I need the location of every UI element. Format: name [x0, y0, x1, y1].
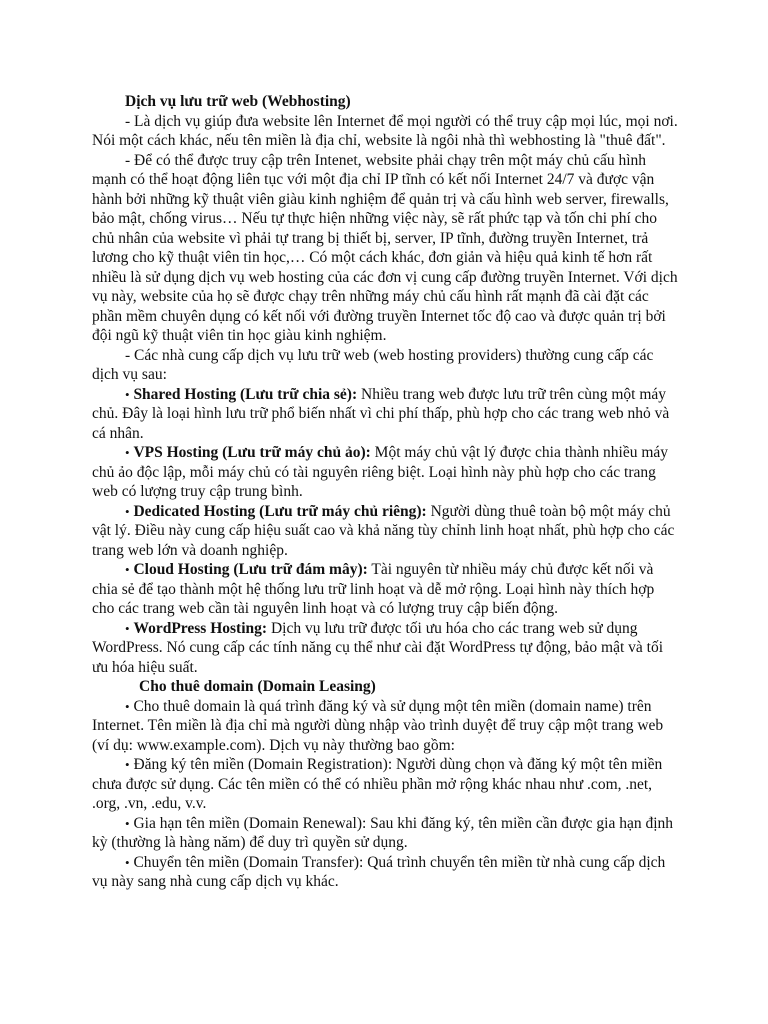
- list-item-title: Dedicated Hosting (Lưu trữ máy chủ riêng):: [133, 502, 427, 520]
- list-item-cloud-hosting: [92, 560, 680, 619]
- list-item-shared-hosting: [92, 385, 680, 444]
- bullet-icon: •: [125, 620, 130, 636]
- bullet-icon: •: [125, 757, 130, 772]
- bullet-icon: •: [125, 445, 130, 460]
- bullet-icon: •: [125, 815, 130, 831]
- list-item-text: Nhiều trang web được lưu trữ trên cùng một máy chủ. Đây là loại hình lưu trữ phổ biến nhất vì chi phí thấp, phù hợp cho các trang web nhỏ và cá nhân.: [92, 385, 670, 442]
- list-item-title: Cloud Hosting (Lưu trữ đám mây):: [133, 561, 368, 578]
- list-item-text: Dịch vụ lưu trữ được tối ưu hóa cho các trang web sử dụng WordPress. Nó cung cấp các tính năng cụ thể như cài đặt WordPress tự động, bảo mật và tối ưu hóa hiệu suất.: [92, 619, 664, 676]
- bullet-icon: •: [125, 503, 130, 519]
- list-item-domain-renewal: [92, 814, 680, 853]
- bullet-icon: •: [125, 562, 130, 577]
- list-item-wordpress-hosting: [92, 619, 680, 678]
- list-item-text: Tài nguyên từ nhiều máy chủ được kết nối và chia sẻ để tạo thành một hệ thống lưu trữ linh hoạt và dễ mở rộng. Loại hình này thích hợp cho các trang web cần tài nguyên linh hoạt và có lượng truy cập biến động.: [92, 561, 655, 617]
- list-item-title: WordPress Hosting:: [133, 619, 268, 637]
- bullet-icon: •: [125, 698, 130, 714]
- list-item-title: Shared Hosting (Lưu trữ chia sẻ):: [133, 385, 358, 403]
- list-item-text: Gia hạn tên miền (Domain Renewal): Sau khi đăng ký, tên miền cần được gia hạn định kỳ (thường là hàng năm) để duy trì quyền sử dụng.: [92, 814, 674, 851]
- list-item-vps-hosting: [92, 443, 680, 502]
- list-item-title: VPS Hosting (Lưu trữ máy chủ ảo):: [133, 444, 371, 461]
- list-item-domain-intro: [92, 697, 680, 756]
- list-item-dedicated-hosting: [92, 502, 680, 561]
- list-item-domain-registration: [92, 755, 680, 814]
- list-item-text: Đăng ký tên miền (Domain Registration): Người dùng chọn và đăng ký một tên miền chưa được sử dụng. Các tên miền có thể có nhiều phần mở rộng khác nhau như .com, .net, .org, .vn, .edu, v.v.: [92, 756, 663, 812]
- webhosting-heading: Dịch vụ lưu trữ web (Webhosting): [125, 93, 351, 110]
- list-item-text: Một máy chủ vật lý được chia thành nhiều máy chủ ảo độc lập, mỗi máy chủ có tài nguyên riêng biệt. Loại hình này phù hợp cho các trang web có lượng truy cập trung bình.: [92, 444, 669, 500]
- domain-heading: Cho thuê domain (Domain Leasing): [139, 678, 376, 695]
- list-item-text: Cho thuê domain là quá trình đăng ký và sử dụng một tên miền (domain name) trên Internet. Tên miền là địa chỉ mà người dùng nhập vào trình duyệt để truy cập một trang web (ví dụ: www.example.com). Dịch vụ này thường bao gồm:: [92, 697, 664, 754]
- webhosting-paragraph-1: - Là dịch vụ giúp đưa website lên Internet để mọi người có thể truy cập mọi lúc, mọi nơi. Nói một cách khác, nếu tên miền là địa chỉ, website là ngôi nhà thì webhosting là "thuê đất".: [92, 112, 678, 149]
- bullet-icon: •: [125, 854, 130, 870]
- list-item-text: Người dùng thuê toàn bộ một máy chủ vật lý. Điều này cung cấp hiệu suất cao và khả năng tùy chỉnh linh hoạt nhất, phù hợp cho các trang web lớn và doanh nghiệp.: [92, 502, 675, 559]
- webhosting-paragraph-3: - Các nhà cung cấp dịch vụ lưu trữ web (web hosting providers) thường cung cấp các dịch vụ sau:: [92, 346, 654, 383]
- document-page: [92, 92, 680, 892]
- bullet-icon: •: [125, 386, 130, 402]
- webhosting-paragraph-2: - Để có thể được truy cập trên Intenet, website phải chạy trên một máy chủ cấu hình mạnh có thể hoạt động liên tục với một địa chỉ IP tĩnh có kết nối Internet 24/7 và được vận hành bởi những kỹ thuật viên giàu kinh nghiệm để quản trị và cấu hình web server, firewalls, bảo mật, chống virus… Nếu tự thực hiện những việc này, sẽ rất phức tạp và tốn chi phí cho chủ nhân của website vì phải tự trang bị thiết bị, server, IP tĩnh, đường truyền Internet, trả lương cho kỹ thuật viên tin học,… Có một cách khác, đơn giản và hiệu quả kinh tế hơn rất nhiều là sử dụng dịch vụ web hosting của các đơn vị cung cấp đường truyền Internet. Với dịch vụ này, website của họ sẽ được chạy trên những máy chủ cấu hình rất mạnh đã cài đặt các phần mềm chuyên dụng có kết nối với đường truyền Internet tốc độ cao và được quản trị bởi đội ngũ kỹ thuật viên tin học giàu kinh nghiệm.: [92, 151, 678, 344]
- list-item-domain-transfer: [92, 853, 680, 892]
- list-item-text: Chuyển tên miền (Domain Transfer): Quá trình chuyển tên miền từ nhà cung cấp dịch vụ này sang nhà cung cấp dịch vụ khác.: [92, 853, 666, 890]
